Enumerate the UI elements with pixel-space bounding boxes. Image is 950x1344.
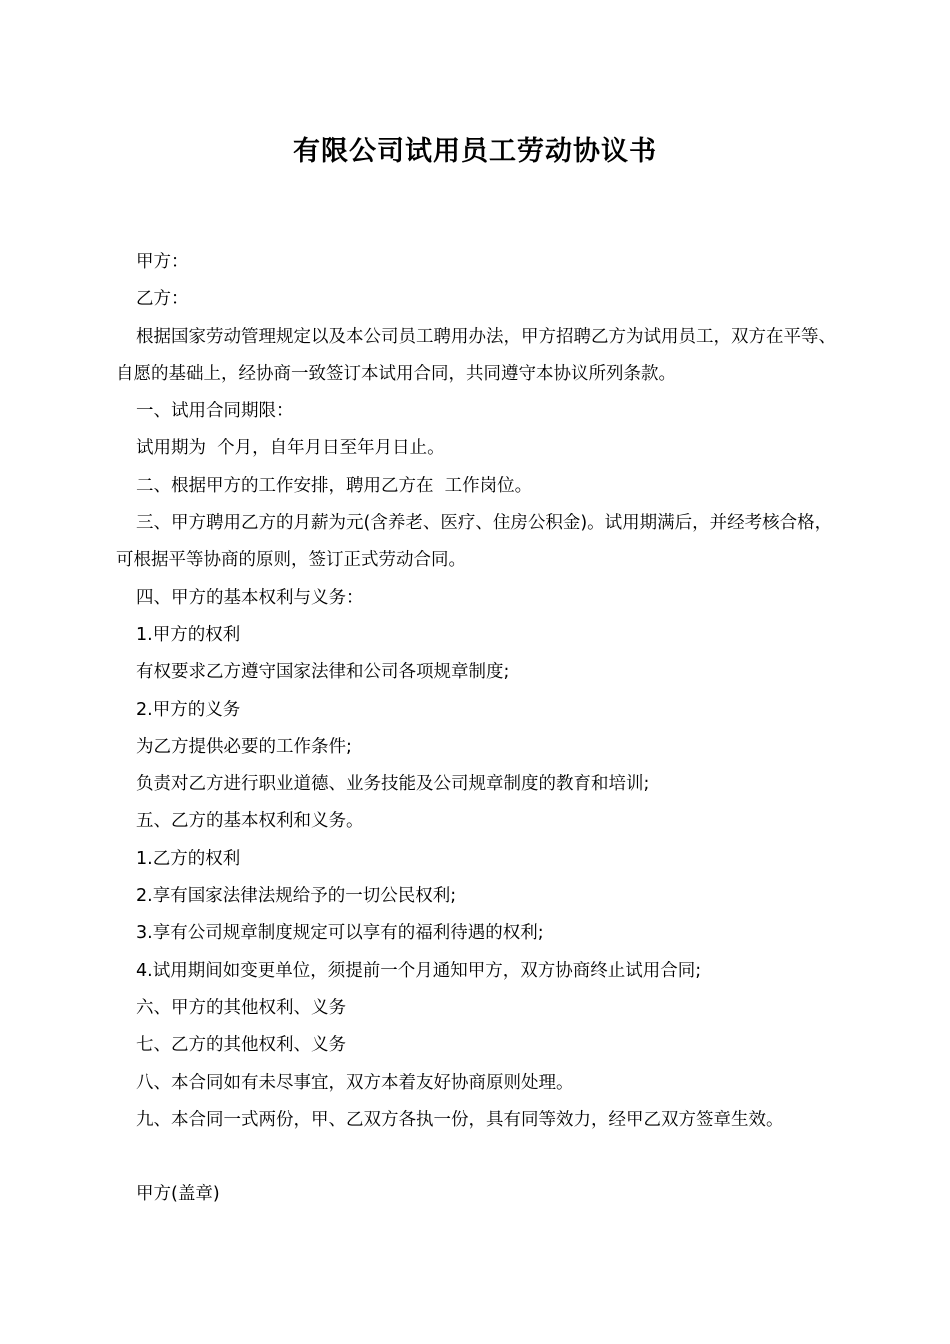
clause-9: 九、本合同一式两份，甲、乙双方各执一份，具有同等效力，经甲乙双方签章生效。 [136,1109,784,1130]
document-title: 有限公司试用员工劳动协议书 [293,136,657,167]
clause-3: 三、甲方聘用乙方的月薪为元(含养老、医疗、住房公积金)。试用期满后，并经考核合格，可根据平等协商的原则，签订正式劳动合同。 [116,513,833,571]
party-b-rights-heading: 1.乙方的权利 [136,848,241,869]
probation-period-line: 试用期为 个月，自年月日至年月日止。 [136,438,445,459]
party-b-rights-item-3: 3.享有公司规章制度规定可以享有的福利待遇的权利; [136,923,544,944]
party-b-line: 乙方： [136,289,189,310]
party-a-duties-heading: 2.甲方的义务 [136,699,241,720]
party-b-rights-item-4: 4.试用期间如变更单位，须提前一个月通知甲方，双方协商终止试用合同; [136,960,702,981]
clause-8: 八、本合同如有未尽事宜，双方本着友好协商原则处理。 [136,1072,574,1093]
party-a-line: 甲方： [136,252,189,272]
party-a-signature-line: 甲方(盖章) [136,1184,220,1204]
party-a-duty-item-1: 为乙方提供必要的工作条件; [136,736,352,757]
party-a-rights-heading: 1.甲方的权利 [136,624,241,645]
clause-7: 七、乙方的其他权利、义务 [136,1035,346,1056]
party-a-rights-item: 有权要求乙方遵守国家法律和公司各项规章制度; [136,662,510,683]
party-a-duty-item-2: 负责对乙方进行职业道德、业务技能及公司规章制度的教育和培训; [136,774,650,795]
clause-6: 六、甲方的其他权利、义务 [136,997,346,1018]
document-body [116,244,846,1139]
clause-5-heading: 五、乙方的基本权利和义务。 [136,811,364,832]
preamble-paragraph: 根据国家劳动管理规定以及本公司员工聘用办法，甲方招聘乙方为试用员工，双方在平等、自愿的基础上，经协商一致签订本试用合同，共同遵守本协议所列条款。 [116,326,836,384]
clause-2: 二、根据甲方的工作安排，聘用乙方在 工作岗位。 [136,475,533,496]
clause-1-heading: 一、试用合同期限： [136,401,294,422]
clause-4-heading: 四、甲方的基本权利与义务： [136,587,364,608]
party-b-rights-item-2: 2.享有国家法律法规给予的一切公民权利; [136,886,457,907]
